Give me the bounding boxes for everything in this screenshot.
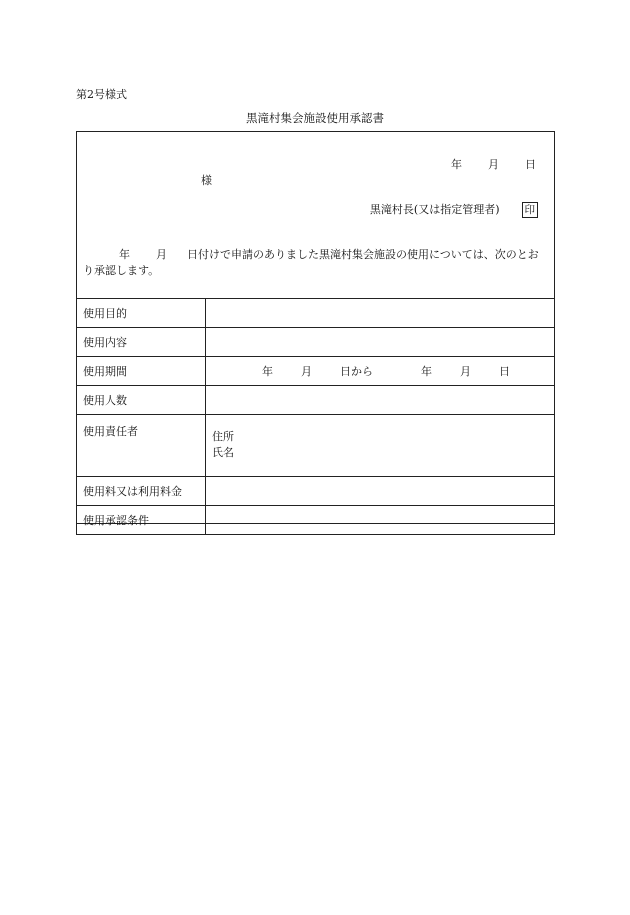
fee-label: 使用料又は利用料金	[77, 477, 206, 506]
table-row	[77, 299, 555, 328]
period-from-day: 日から	[340, 365, 373, 378]
period-to-day: 日	[499, 365, 510, 378]
statement-year: 年	[119, 248, 130, 261]
table-row	[77, 357, 555, 386]
content-field[interactable]	[206, 328, 555, 357]
period-field[interactable]	[206, 357, 555, 386]
responsible-field[interactable]	[206, 415, 555, 477]
statement-text: 日付けで申請のありました黒滝村集会施設の使用については、次のとおり承認します。	[83, 248, 539, 277]
date-month: 月	[488, 158, 499, 171]
content-label: 使用内容	[77, 328, 206, 357]
date-year: 年	[451, 158, 462, 171]
table-row	[77, 415, 555, 477]
issue-date-line	[451, 156, 536, 172]
statement-month: 月	[156, 248, 167, 261]
period-to-year: 年	[421, 365, 432, 378]
approval-statement	[83, 247, 548, 279]
table-row	[77, 506, 555, 535]
responsible-label: 使用責任者	[77, 415, 206, 477]
conditions-label: 使用承認条件	[77, 506, 206, 535]
people-field[interactable]	[206, 386, 555, 415]
period-to-month: 月	[460, 365, 471, 378]
fee-field[interactable]	[206, 477, 555, 506]
period-from-month: 月	[301, 365, 312, 378]
table-row	[77, 328, 555, 357]
approval-form-box	[76, 131, 555, 527]
conditions-field[interactable]	[206, 506, 555, 535]
table-row	[77, 386, 555, 415]
table-row	[77, 477, 555, 506]
people-label: 使用人数	[77, 386, 206, 415]
document-title: 黒滝村集会施設使用承認書	[246, 111, 384, 125]
form-number-label: 第2号様式	[76, 88, 127, 101]
issuer-line	[370, 201, 538, 218]
purpose-field[interactable]	[206, 299, 555, 328]
period-from-year: 年	[262, 365, 273, 378]
purpose-label: 使用目的	[77, 299, 206, 328]
seal-stamp-box: 印	[522, 202, 539, 218]
period-label: 使用期間	[77, 357, 206, 386]
responsible-address-label: 住所	[212, 430, 234, 443]
issuer-name: 黒滝村長(又は指定管理者)	[369, 203, 500, 216]
addressee-suffix: 様	[201, 174, 212, 187]
date-day: 日	[525, 158, 536, 171]
details-table	[76, 298, 555, 535]
responsible-name-label: 氏名	[212, 446, 234, 459]
